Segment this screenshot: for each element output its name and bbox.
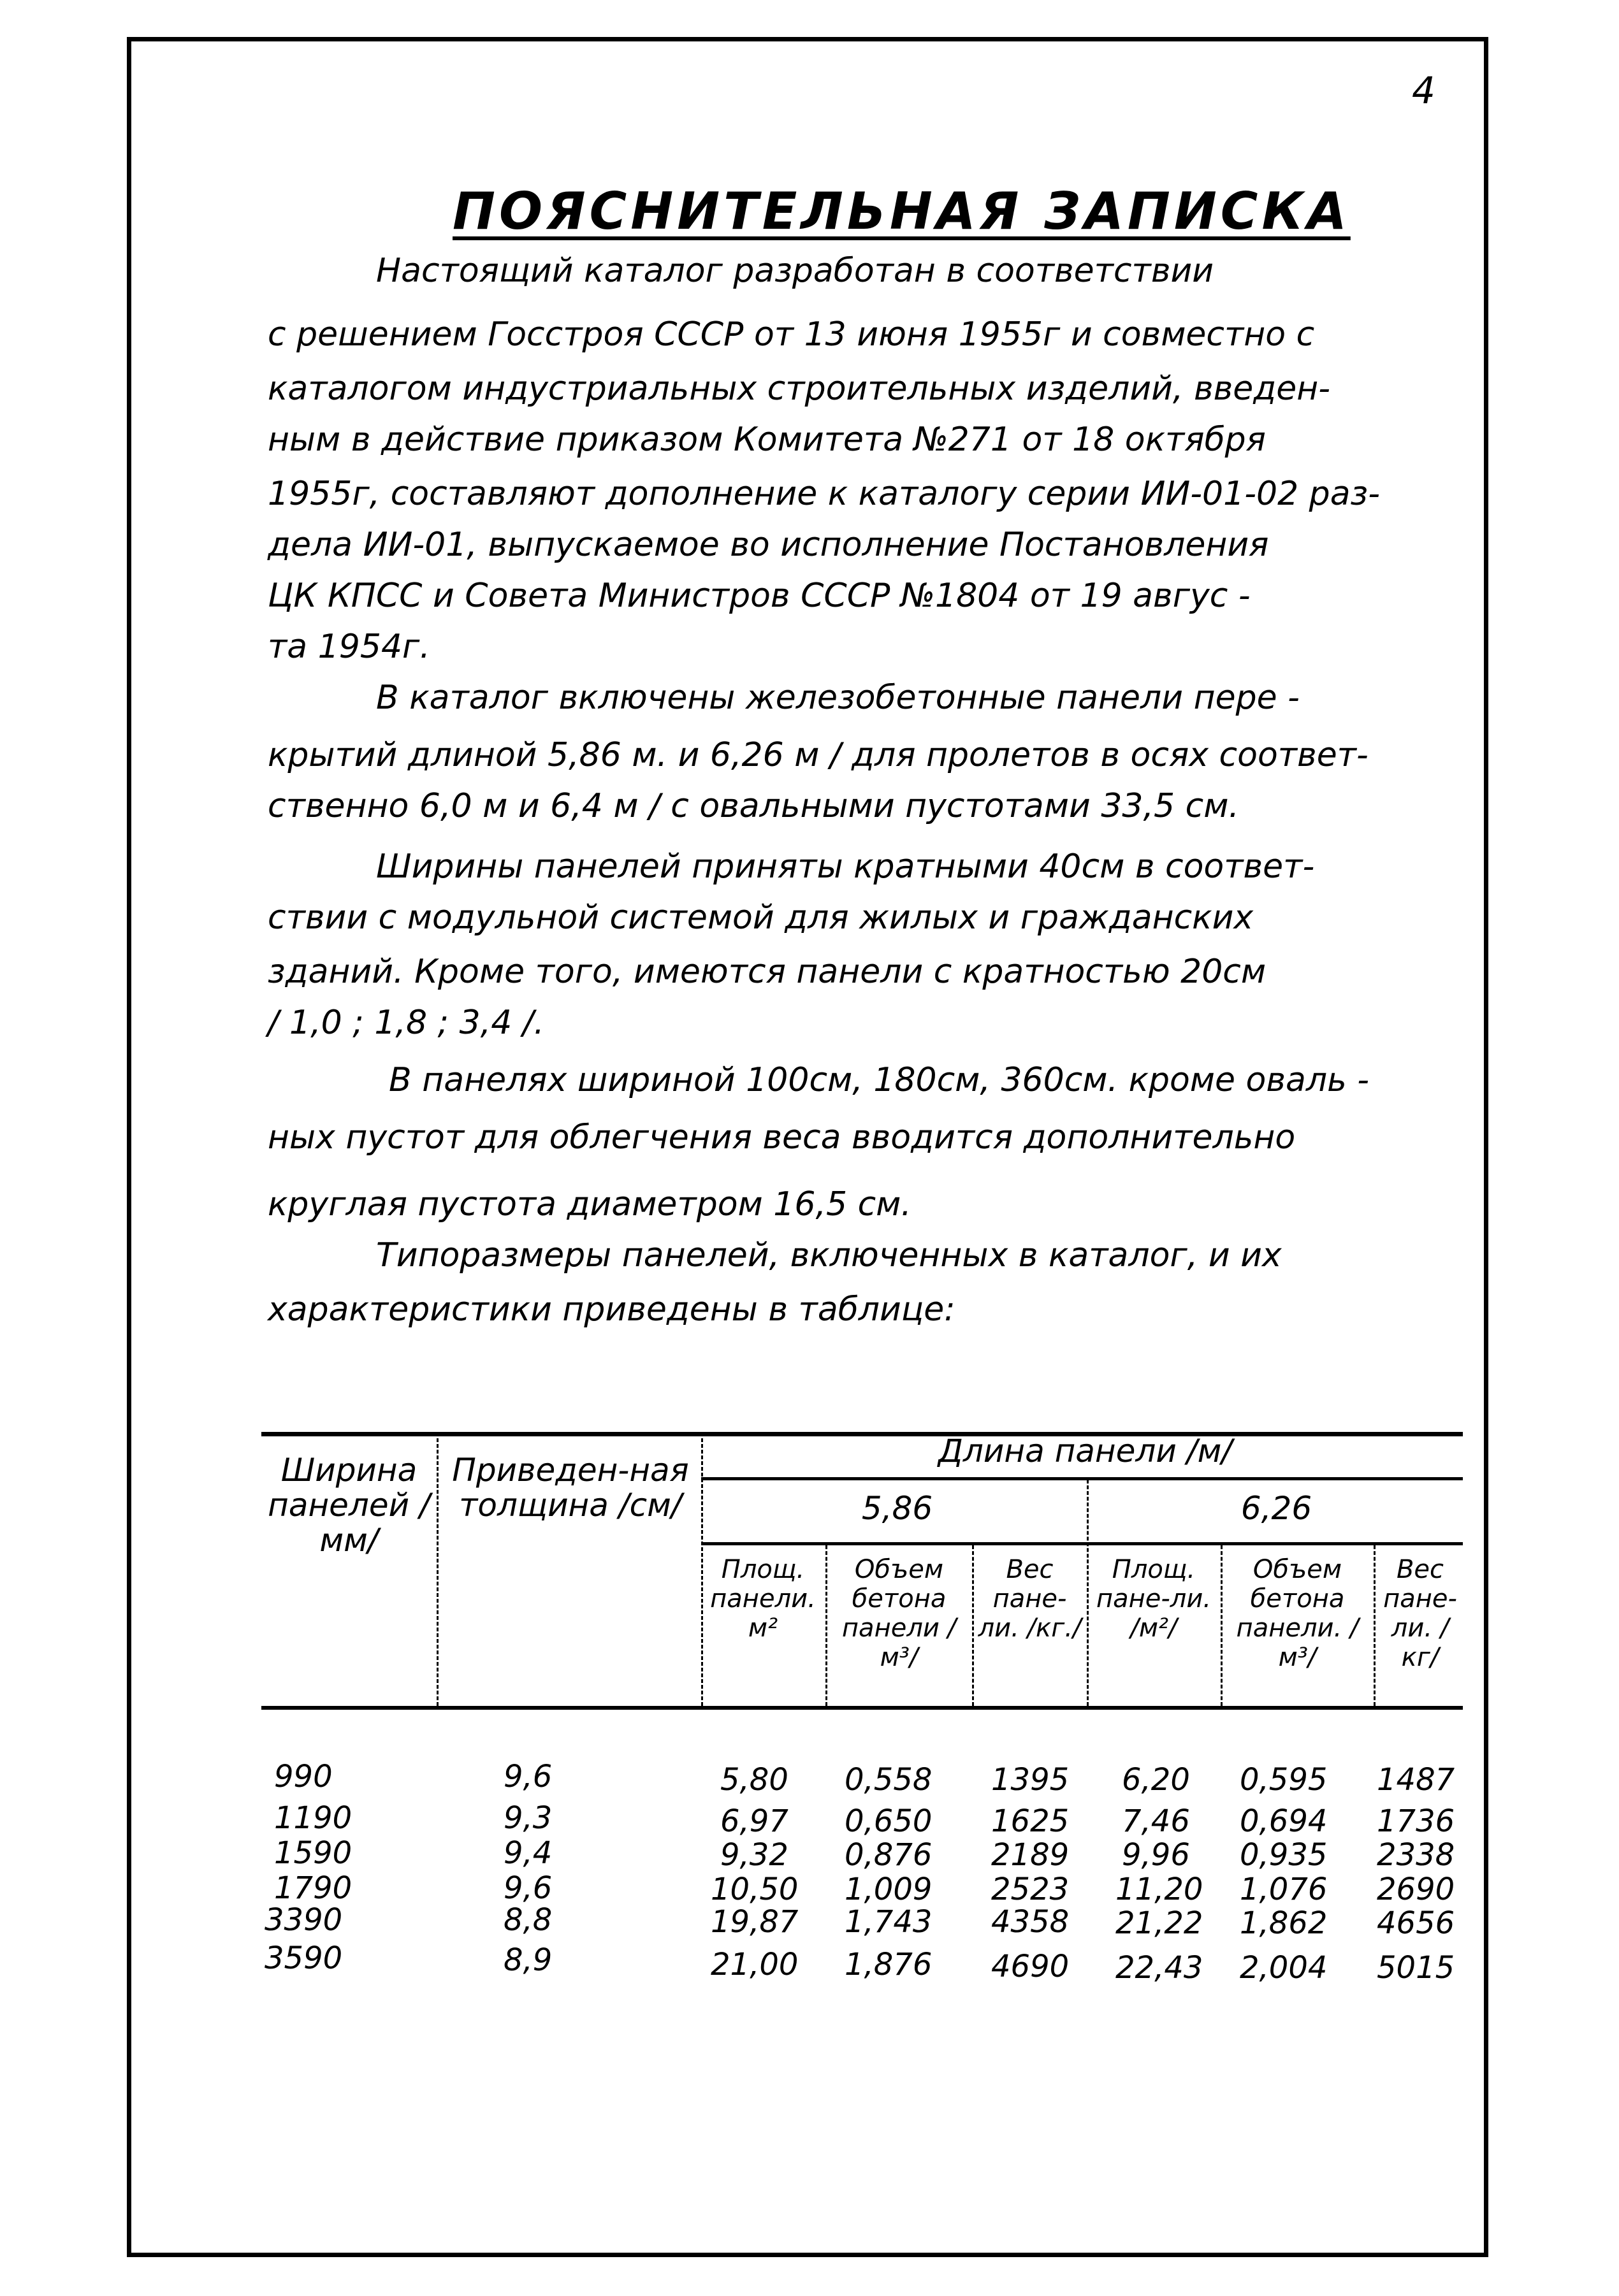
table-cell: 0,650 (845, 1803, 933, 1839)
paragraph-line: с решением Госстроя СССР от 13 июня 1955г и совместно с (268, 315, 1315, 354)
table-cell: 6,20 (1122, 1762, 1190, 1798)
table-header-bottom-rule (261, 1706, 1463, 1710)
table-cell: 1487 (1377, 1762, 1455, 1798)
col-header-length-a: 5,86 (861, 1490, 933, 1527)
table-cell: 990 (274, 1759, 333, 1794)
table-cell: 4656 (1377, 1905, 1455, 1941)
col-header-width: Ширина панелей /мм/ (268, 1452, 430, 1559)
table-cell: 0,694 (1240, 1803, 1328, 1839)
paragraph-line: ствии с модульной системой для жилых и гражданских (268, 899, 1254, 937)
table-cell: 11,20 (1115, 1872, 1203, 1907)
paragraph-line: В каталог включены железобетонные панели пере - (376, 679, 1300, 717)
table-cell: 5015 (1377, 1950, 1455, 1986)
table-divider (437, 1438, 439, 1706)
paragraph-line: та 1954г. (268, 628, 430, 666)
table-cell: 0,595 (1240, 1762, 1328, 1798)
paragraph-line: дела ИИ-01, выпускаемое во исполнение Постановления (268, 526, 1269, 564)
paragraph-line: круглая пустота диаметром 16,5 см. (268, 1185, 911, 1224)
table-divider (1087, 1480, 1089, 1706)
table-cell: 9,32 (720, 1837, 788, 1873)
table-cell: 0,876 (845, 1837, 933, 1873)
sub-header-weight-a: Вес пане-ли. /кг./ (978, 1555, 1082, 1643)
table-subheader-rule (701, 1542, 1463, 1545)
paragraph-line: 1955г, составляют дополнение к каталогу серии ИИ-01-02 раз- (268, 475, 1380, 513)
table-cell: 1790 (274, 1870, 352, 1906)
table-cell: 5,80 (720, 1762, 788, 1798)
table-cell: 9,96 (1122, 1837, 1190, 1873)
paragraph-line: зданий. Кроме того, имеются панели с кратностью 20см (268, 953, 1267, 991)
paragraph-line: Ширины панелей приняты кратными 40см в соответ- (376, 848, 1315, 886)
table-cell: 2189 (991, 1837, 1070, 1873)
table-cell: 21,00 (711, 1947, 799, 1982)
table-cell: 1395 (991, 1762, 1070, 1798)
table-cell: 3390 (265, 1902, 343, 1938)
table-cell: 0,935 (1240, 1837, 1328, 1873)
paragraph-line: ных пустот для облегчения веса вводится дополнительно (268, 1118, 1296, 1157)
table-cell: 21,22 (1115, 1905, 1203, 1941)
table-cell: 0,558 (845, 1762, 933, 1798)
sub-header-area-b: Площ. пане-ли. /м²/ (1096, 1555, 1212, 1643)
paragraph-line: Настоящий каталог разработан в соответствии (376, 252, 1214, 290)
table-cell: 2338 (1377, 1837, 1455, 1873)
col-header-thickness: Приведен-ная толщина /см/ (452, 1452, 689, 1524)
sub-header-volume-b: Объем бетона панели. /м³/ (1236, 1555, 1359, 1672)
paragraph-line: Типоразмеры панелей, включенных в каталог, и их (376, 1236, 1282, 1274)
table-cell: 22,43 (1115, 1950, 1203, 1986)
table-cell: 2,004 (1240, 1950, 1328, 1986)
sub-header-area-a: Площ. панели. м² (710, 1555, 816, 1643)
page-title: ПОЯСНИТЕЛЬНАЯ ЗАПИСКА (453, 182, 1351, 241)
table-cell: 1,876 (845, 1947, 933, 1982)
paragraph-line: крытий длиной 5,86 м. и 6,26 м / для пролетов в осях соответ- (268, 736, 1369, 774)
table-cell: 4690 (991, 1949, 1070, 1984)
table-cell: 9,6 (504, 1870, 553, 1906)
paragraph-line: В панелях шириной 100см, 180см, 360см. кроме оваль - (389, 1061, 1370, 1099)
table-cell: 6,97 (720, 1803, 788, 1839)
table-cell: 8,9 (504, 1942, 553, 1978)
table-cell: 1625 (991, 1803, 1070, 1839)
table-cell: 1,862 (1240, 1905, 1328, 1941)
table-cell: 7,46 (1122, 1803, 1190, 1839)
paragraph-line: каталогом индустриальных строительных изделий, введен- (268, 370, 1330, 408)
table-cell: 8,8 (504, 1902, 553, 1938)
table-cell: 9,6 (504, 1759, 553, 1794)
table-cell: 2690 (1377, 1872, 1455, 1907)
paragraph-line: ственно 6,0 м и 6,4 м / с овальными пустотами 33,5 см. (268, 787, 1239, 825)
table-cell: 9,4 (504, 1835, 553, 1871)
table-cell: 1,009 (845, 1872, 933, 1907)
table-cell: 1590 (274, 1835, 352, 1871)
table-cell: 19,87 (711, 1904, 799, 1940)
table-cell: 3590 (265, 1940, 343, 1976)
table-cell: 10,50 (711, 1872, 799, 1907)
table-cell: 2523 (991, 1872, 1070, 1907)
table-cell: 1190 (274, 1800, 352, 1836)
table-cell: 1736 (1377, 1803, 1455, 1839)
sub-header-volume-a: Объем бетона панели /м³/ (841, 1555, 957, 1672)
table-cell: 9,3 (504, 1800, 553, 1836)
table-cell: 4358 (991, 1904, 1070, 1940)
page-number: 4 (1412, 69, 1435, 112)
col-header-length-b: 6,26 (1240, 1490, 1312, 1527)
paragraph-line: характеристики приведены в таблице: (268, 1290, 955, 1329)
paragraph-line: ЦК КПСС и Совета Министров СССР №1804 от 19 авгус - (268, 577, 1251, 615)
table-cell: 1,076 (1240, 1872, 1328, 1907)
table-length-rule (701, 1477, 1463, 1480)
table-cell: 1,743 (845, 1904, 933, 1940)
paragraph-line: / 1,0 ; 1,8 ; 3,4 /. (268, 1004, 544, 1042)
sub-header-weight-b: Вес пане-ли. /кг/ (1383, 1555, 1457, 1672)
paragraph-line: ным в действие приказом Комитета №271 от 18 октября (268, 421, 1266, 459)
col-header-length: Длина панели /м/ (938, 1433, 1233, 1469)
